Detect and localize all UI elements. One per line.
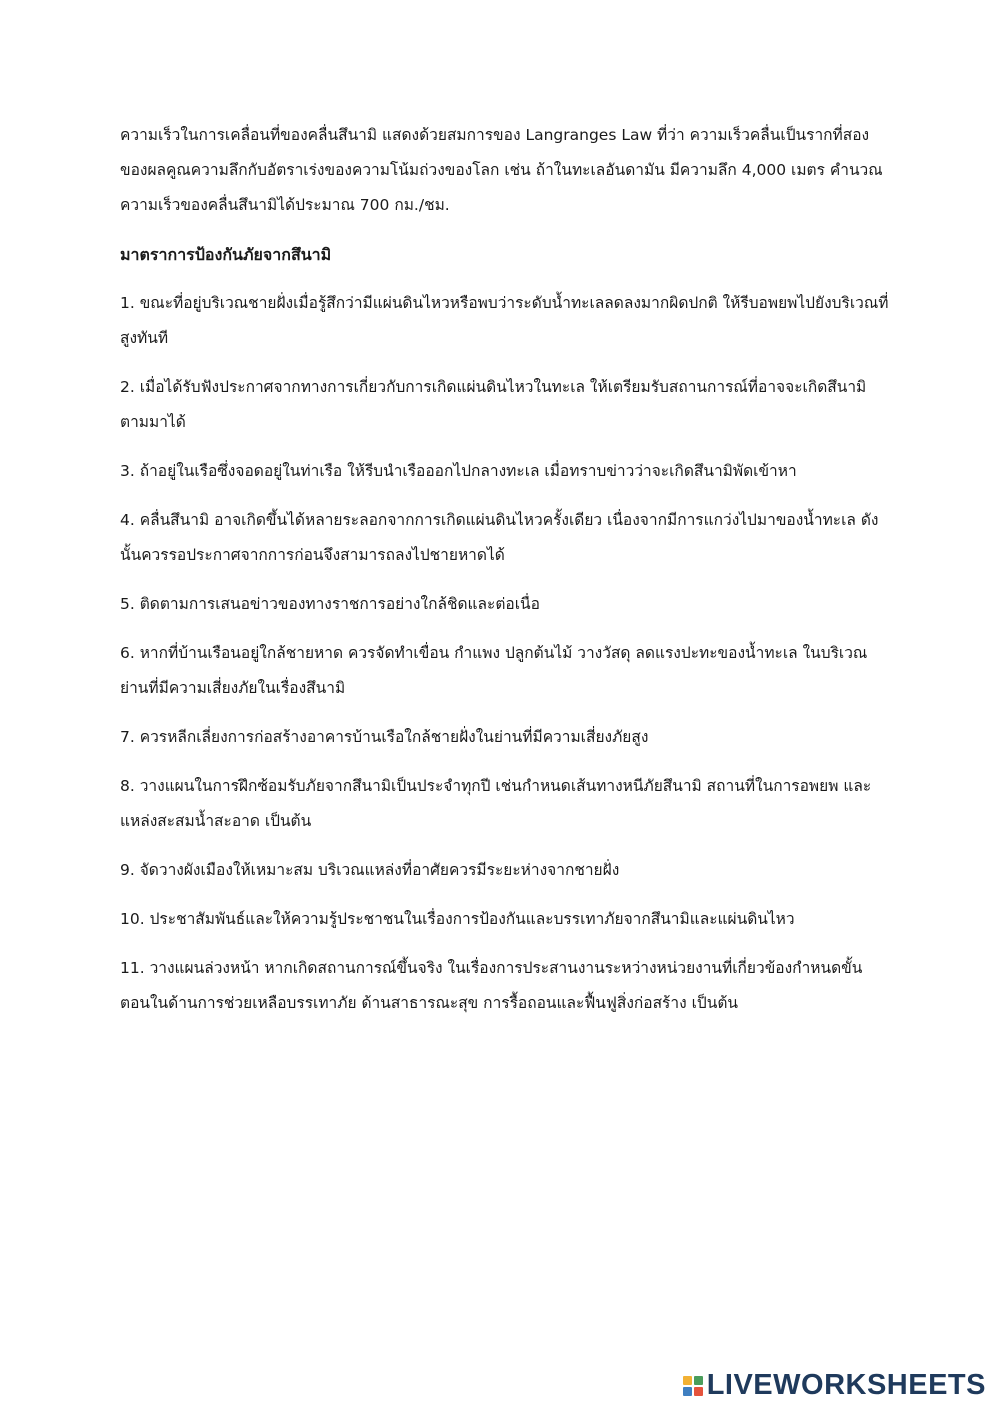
logo-square bbox=[694, 1387, 703, 1396]
intro-paragraph: ความเร็วในการเคลื่อนที่ของคลื่นสึนามิ แสดงด้วยสมการของ Langranges Law ที่ว่า ความเร็วคลื่นเป็นรากที่สองของผลคูณความลึกกับอัตราเร่งของความโน้มถ่วงของโลก เช่น ถ้าในทะเลอันดามัน มีความลึก 4,000 เมตร คำนวณความเร็วของคลื่นสึนามิได้ประมาณ 700 กม./ชม. bbox=[120, 126, 883, 214]
document-body bbox=[120, 118, 890, 1035]
list-item: 9. จัดวางผังเมืองให้เหมาะสม บริเวณแหล่งที่อาศัยควรมีระยะห่างจากชายฝั่ง bbox=[120, 861, 620, 879]
logo-text: LIVEWORKSHEETS bbox=[706, 1369, 986, 1401]
list-item: 10. ประชาสัมพันธ์และให้ความรู้ประชาชนในเรื่องการป้องกันและบรรเทาภัยจากสึนามิและแผ่นดินไหว bbox=[120, 910, 795, 928]
list-item: 5. ติดตามการเสนอข่าวของทางราชการอย่างใกล้ชิดและต่อเนื่อ bbox=[120, 595, 540, 613]
list-item: 2. เมื่อได้รับฟังประกาศจากทางการเกี่ยวกับการเกิดแผ่นดินไหวในทะเล ให้เตรียมรับสถานการณ์ที่อาจจะเกิดสึนามิตามมาได้ bbox=[120, 378, 867, 431]
list-item: 1. ขณะที่อยู่บริเวณชายฝั่งเมื่อรู้สึกว่ามีแผ่นดินไหวหรือพบว่าระดับน้ำทะเลลดลงมากผิดปกติ ให้รีบอพยพไปยังบริเวณที่สูงทันที bbox=[120, 294, 889, 347]
list-item: 7. ควรหลีกเลี่ยงการก่อสร้างอาคารบ้านเรือใกล้ชายฝั่งในย่านที่มีความเสี่ยงภัยสูง bbox=[120, 728, 649, 746]
list-item: 11. วางแผนล่วงหน้า หากเกิดสถานการณ์ขึ้นจริง ในเรื่องการประสานงานระหว่างหน่วยงานที่เกี่ยวข้องกำหนดขั้นตอนในด้านการช่วยเหลือบรรเทาภัย ด้านสาธารณะสุข การรื้อถอนและฟื้นฟูสิ่งก่อสร้าง เป็นต้น bbox=[120, 959, 863, 1012]
liveworksheets-logo[interactable] bbox=[683, 1369, 986, 1402]
logo-square bbox=[683, 1387, 692, 1396]
list-item: 3. ถ้าอยู่ในเรือซึ่งจอดอยู่ในท่าเรือ ให้รีบนำเรือออกไปกลางทะเล เมื่อทราบข่าวว่าจะเกิดสึนามิพัดเข้าหา bbox=[120, 462, 797, 480]
logo-square bbox=[683, 1376, 692, 1385]
list-item: 6. หากที่บ้านเรือนอยู่ใกล้ชายหาด ควรจัดทำเขื่อน กำแพง ปลูกต้นไม้ วางวัสดุ ลดแรงปะทะของน้ำทะเล ในบริเวณย่านที่มีความเสี่ยงภัยในเรื่องสึนามิ bbox=[120, 644, 868, 697]
list-item: 4. คลื่นสึนามิ อาจเกิดขึ้นได้หลายระลอกจากการเกิดแผ่นดินไหวครั้งเดียว เนื่องจากมีการแกว่งไปมาของน้ำทะเล ดังนั้นควรรอประกาศจากการก่อนจึงสามารถลงไปชายหาดได้ bbox=[120, 511, 879, 564]
logo-squares-icon bbox=[683, 1376, 703, 1396]
logo-square bbox=[694, 1376, 703, 1385]
list-item: 8. วางแผนในการฝึกซ้อมรับภัยจากสึนามิเป็นประจำทุกปี เช่นกำหนดเส้นทางหนีภัยสึนามิ สถานที่ในการอพยพ และแหล่งสะสมน้ำสะอาด เป็นต้น bbox=[120, 777, 872, 830]
section-heading: มาตราการป้องกันภัยจากสึนามิ bbox=[120, 245, 332, 264]
